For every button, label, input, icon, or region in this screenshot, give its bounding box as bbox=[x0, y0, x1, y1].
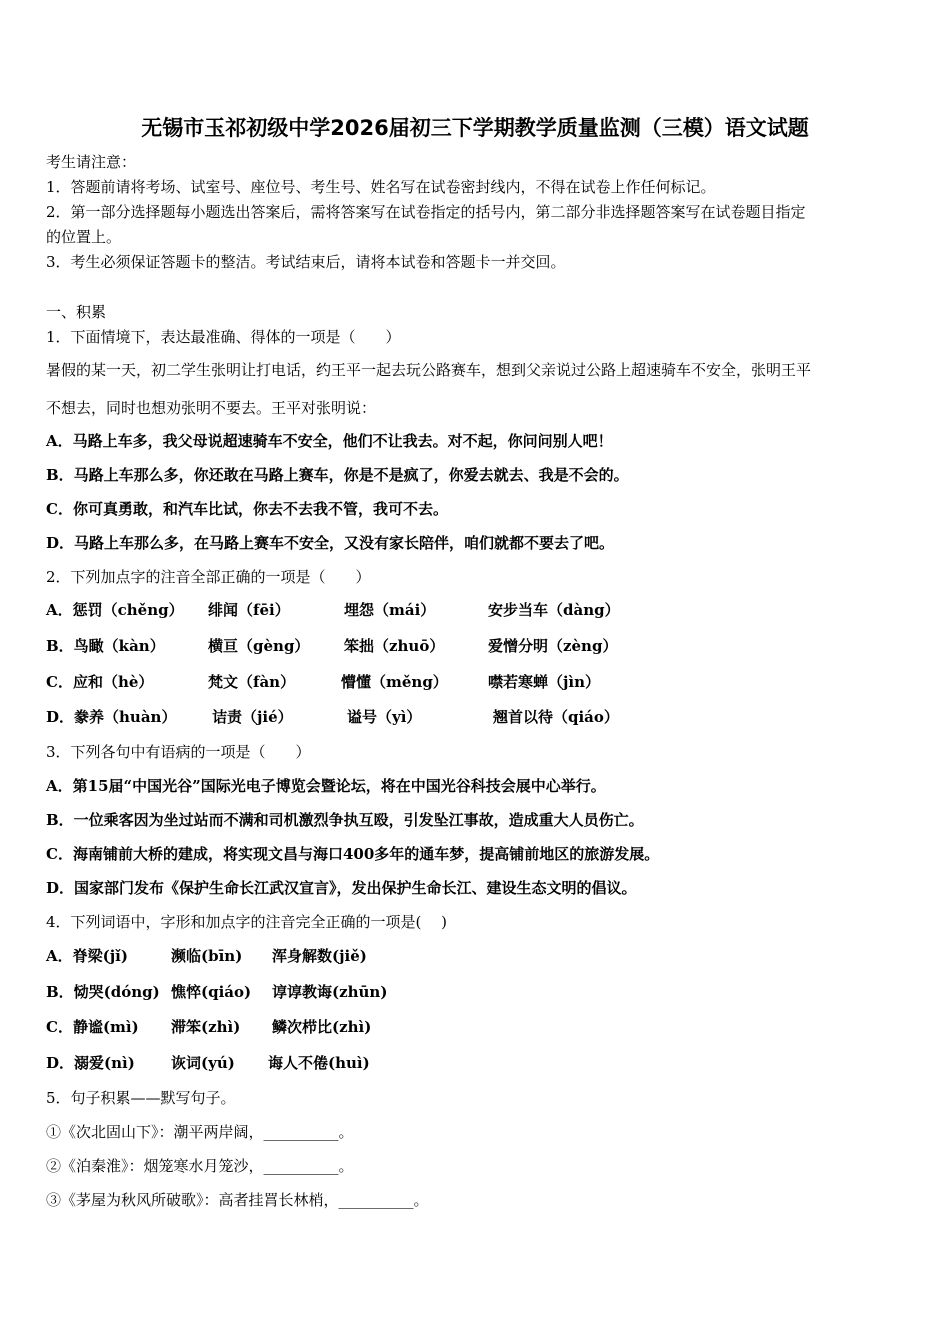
question-3-stem: 3．下列各句中有语病的一项是（ ） bbox=[46, 743, 311, 761]
question-2-option-a: A．惩罚（chěng） bbox=[46, 601, 184, 619]
question-1-option-d: D．马路上车那么多，在马路上赛车不安全，又没有家长陪伴，咱们就都不要去了吧。 bbox=[46, 534, 615, 552]
question-2-option-word: 噤若寒蝉（jìn） bbox=[488, 673, 601, 691]
question-4-option-word: 诲人不倦(huì) bbox=[268, 1054, 370, 1072]
question-2-option-word: 埋怨（mái） bbox=[344, 601, 436, 619]
question-1-stem: 1．下面情境下，表达最准确、得体的一项是（ ） bbox=[46, 328, 401, 346]
question-1-context: 不想去，同时也想劝张明不要去。王平对张明说： bbox=[46, 399, 377, 417]
question-2-option-word: 谥号（yì） bbox=[347, 708, 422, 726]
question-2-option-word: 安步当车（dàng） bbox=[488, 601, 620, 619]
exam-title: 无锡市玉祁初级中学2026届初三下学期教学质量监测（三模）语文试题 bbox=[141, 116, 809, 140]
notice-item: 1．答题前请将考场、试室号、座位号、考生号、姓名写在试卷密封线内，不得在试卷上作任何标记。 bbox=[46, 178, 716, 196]
question-4-option-word: 浑身解数(jiě) bbox=[272, 947, 367, 965]
question-5-line: ③《茅屋为秋风所破歌》：高者挂罥长林梢，__________。 bbox=[46, 1191, 429, 1209]
question-2-option-word: 诘责（jié） bbox=[212, 708, 293, 726]
question-3-option-c: C．海南铺前大桥的建成，将实现文昌与海口400多年的通车梦，提高铺前地区的旅游发展。 bbox=[46, 845, 660, 863]
question-1-option-a: A．马路上车多，我父母说超速骑车不安全，他们不让我去。对不起，你问问别人吧！ bbox=[46, 432, 613, 450]
section-heading: 一、积累 bbox=[46, 303, 107, 321]
notice-item: 3．考生必须保证答题卡的整洁。考试结束后，请将本试卷和答题卡一并交回。 bbox=[46, 253, 566, 271]
question-4-option-word: 憔悴(qiáo) bbox=[171, 983, 252, 1001]
question-4-option-word: 谆谆教诲(zhūn) bbox=[272, 983, 388, 1001]
question-2-option-word: 绯闻（fēi） bbox=[208, 601, 290, 619]
question-2-option-d: D．豢养（huàn） bbox=[46, 708, 177, 726]
question-2-option-word: 横亘（gèng） bbox=[208, 637, 310, 655]
question-5-line: ①《次北固山下》：潮平两岸阔，__________。 bbox=[46, 1123, 354, 1141]
question-1-context: 暑假的某一天，初二学生张明让打电话，约王平一起去玩公路赛车，想到父亲说过公路上超速骑车不安全，张明王平 bbox=[46, 361, 812, 379]
question-3-option-a: A．第15届“中国光谷”国际光电子博览会暨论坛，将在中国光谷科技会展中心举行。 bbox=[46, 777, 606, 795]
question-2-option-word: 梵文（fàn） bbox=[208, 673, 296, 691]
notice-item: 2．第一部分选择题每小题选出答案后，需将答案写在试卷指定的括号内，第二部分非选择题答案写在试卷题目指定 bbox=[46, 203, 806, 221]
question-3-option-d: D．国家部门发布《保护生命长江武汉宣言》，发出保护生命长江、建设生态文明的倡议。 bbox=[46, 879, 637, 897]
question-1-option-c: C．你可真勇敢，和汽车比试，你去不去我不管，我可不去。 bbox=[46, 500, 448, 518]
question-4-option-c: C．静谧(mì) bbox=[46, 1018, 139, 1036]
question-1-option-b: B．马路上车那么多，你还敢在马路上赛车，你是不是疯了，你爱去就去、我是不会的。 bbox=[46, 466, 629, 484]
question-2-option-b: B．鸟瞰（kàn） bbox=[46, 637, 165, 655]
question-2-option-word: 笨拙（zhuō） bbox=[344, 637, 445, 655]
notice-heading: 考生请注意： bbox=[46, 153, 137, 171]
question-3-option-b: B．一位乘客因为坐过站而不满和司机激烈争执互殴，引发坠江事故，造成重大人员伤亡。 bbox=[46, 811, 644, 829]
question-2-option-word: 翘首以待（qiáo） bbox=[493, 708, 619, 726]
question-2-option-word: 懵懂（měng） bbox=[341, 673, 448, 691]
question-4-option-a: A．脊梁(jǐ) bbox=[46, 947, 128, 965]
notice-item: 的位置上。 bbox=[46, 228, 122, 246]
question-5-line: ②《泊秦淮》：烟笼寒水月笼沙，__________。 bbox=[46, 1157, 354, 1175]
question-4-option-b: B．恸哭(dóng) bbox=[46, 983, 160, 1001]
question-2-option-word: 爱憎分明（zèng） bbox=[488, 637, 618, 655]
question-2-stem: 2．下列加点字的注音全部正确的一项是（ ） bbox=[46, 568, 371, 586]
question-5-stem: 5．句子积累——默写句子。 bbox=[46, 1089, 236, 1107]
question-4-stem: 4．下列词语中，字形和加点字的注音完全正确的一项是( ) bbox=[46, 913, 448, 931]
question-4-option-word: 鳞次栉比(zhì) bbox=[272, 1018, 372, 1036]
question-4-option-word: 诙词(yú) bbox=[171, 1054, 235, 1072]
question-4-option-word: 滞笨(zhì) bbox=[171, 1018, 241, 1036]
question-2-option-c: C．应和（hè） bbox=[46, 673, 154, 691]
question-4-option-d: D．溺爱(nì) bbox=[46, 1054, 135, 1072]
question-4-option-word: 濒临(bīn) bbox=[171, 947, 243, 965]
